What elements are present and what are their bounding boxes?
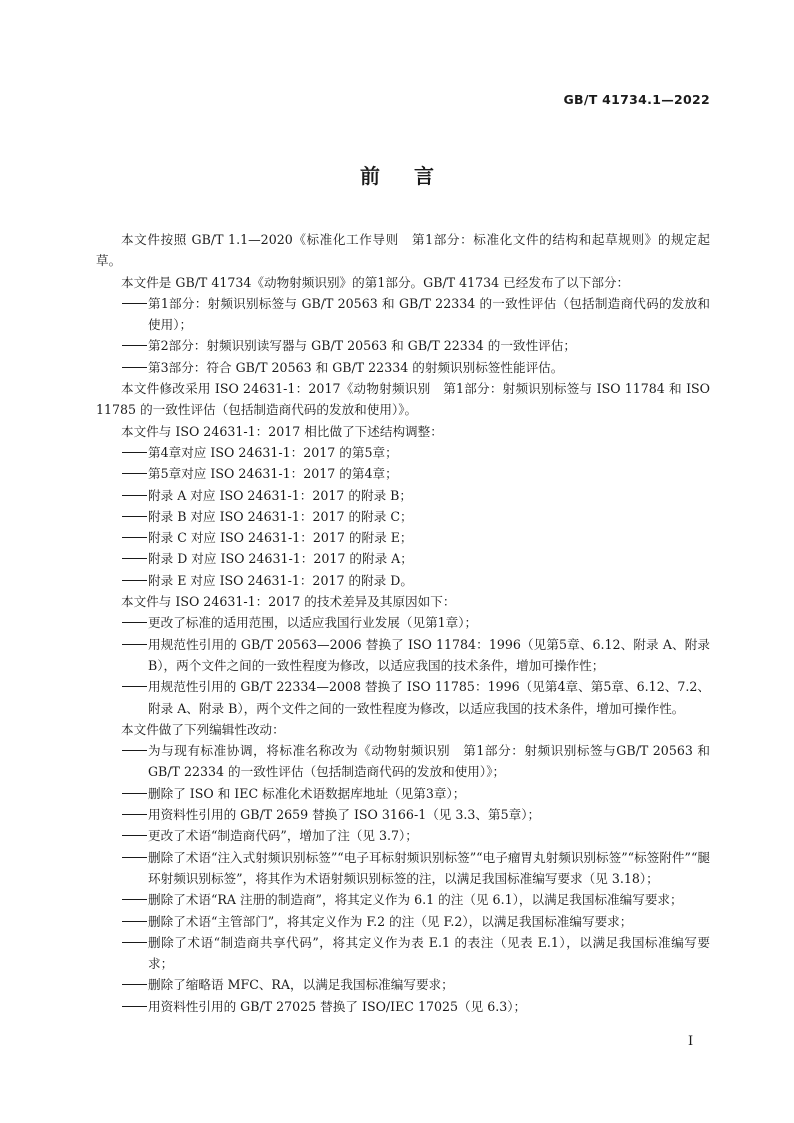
list-item	[96, 293, 710, 336]
paragraph: 本文件与 ISO 24631-1：2017 相比做了下述结构调整：	[121, 423, 443, 439]
list-item-text: 用资料性引用的 GB/T 27025 替换了 ISO/IEC 17025（见 6.3）；	[148, 998, 527, 1014]
list-item	[96, 485, 710, 506]
list-item	[96, 442, 710, 463]
em-dash-marker	[122, 1006, 147, 1007]
em-dash-marker	[122, 580, 147, 581]
list-item-text: 第1部分：射频识别标签与 GB/T 20563 和 GB/T 22334 的一致性评估（包括制造商代码的发放和使用）；	[148, 295, 710, 333]
em-dash-marker	[122, 516, 147, 517]
list-item	[96, 825, 710, 846]
em-dash-marker	[122, 303, 147, 304]
list-item	[96, 357, 710, 378]
em-dash-marker	[122, 473, 147, 474]
em-dash-marker	[122, 558, 147, 559]
list-item-text: 删除了术语“注入式射频识别标签”“电子耳标射频识别标签”“电子瘤胃丸射频识别标签”“标签附件”“腿环射频识别标签”，将其作为术语射频识别标签的注，以满足我国标准编写要求（见 3.18）；	[148, 849, 710, 886]
list-item-text: 用规范性引用的 GB/T 22334—2008 替换了 ISO 11785：1996（见第4章、第5章、6.12、7.2、附录 A、附录 B），两个文件之间的一致性程度为修改，以适应我国的技术条件，增加可操作性。	[148, 679, 710, 716]
em-dash-marker	[122, 644, 147, 645]
em-dash-marker	[122, 835, 147, 836]
em-dash-marker	[122, 537, 147, 538]
list-item	[96, 463, 710, 484]
paragraph: 本文件修改采用 ISO 24631-1：2017《动物射频识别 第1部分：射频识别标签与 ISO 11784 和 ISO 11785 的一致性评估（包括制造商代码的发放和使用）》。	[96, 381, 710, 418]
list-item-text: 删除了缩略语 MFC、RA，以满足我国标准编写要求；	[148, 977, 454, 993]
list-item	[96, 634, 710, 677]
list-item	[96, 932, 710, 975]
list-item-text: 第3部分：符合 GB/T 20563 和 GB/T 22334 的射频识别标签性能评估。	[148, 359, 564, 375]
list-item-text: 第2部分：射频识别读写器与 GB/T 20563 和 GB/T 22334 的一致性评估；	[148, 338, 576, 354]
list-item	[96, 804, 710, 825]
list-item	[96, 506, 710, 527]
list-item	[96, 612, 710, 633]
list-item-text: 附录 B 对应 ISO 24631-1：2017 的附录 C；	[148, 508, 413, 524]
list-item	[96, 889, 710, 910]
paragraph: 本文件与 ISO 24631-1：2017 的技术差异及其原因如下：	[121, 594, 456, 610]
em-dash-marker	[122, 750, 147, 751]
em-dash-marker	[122, 814, 147, 815]
em-dash-marker	[122, 367, 147, 368]
em-dash-marker	[122, 622, 147, 623]
list-item-text: 用规范性引用的 GB/T 20563—2006 替换了 ISO 11784：1996（见第5章、6.12、附录 A、附录 B），两个文件之间的一致性程度为修改，以适应我国的技术条件，增加可操作性；	[148, 636, 710, 673]
em-dash-marker	[122, 921, 147, 922]
list-item	[96, 335, 710, 356]
list-item-text: 第5章对应 ISO 24631-1：2017 的第4章；	[148, 466, 398, 482]
paragraph: 本文件做了下列编辑性改动：	[121, 721, 285, 737]
list-item-text: 附录 E 对应 ISO 24631-1：2017 的附录 D。	[148, 572, 413, 588]
list-item	[96, 676, 710, 719]
em-dash-marker	[122, 495, 147, 496]
em-dash-marker	[122, 452, 147, 453]
list-item-text: 更改了标准的适用范围，以适应我国行业发展（见第1章）；	[148, 615, 478, 631]
list-item-text: 附录 D 对应 ISO 24631-1：2017 的附录 A；	[148, 551, 413, 567]
list-item-text: 删除了术语“主管部门”，将其定义作为 F.2 的注（见 F.2），以满足我国标准编写要求；	[148, 913, 633, 929]
document-body	[96, 229, 710, 1017]
list-item	[96, 570, 710, 591]
page-title: 前言	[360, 164, 468, 188]
list-item	[96, 740, 710, 783]
list-item	[96, 783, 710, 804]
em-dash-marker	[122, 686, 147, 687]
paragraph: 本文件是 GB/T 41734《动物射频识别》的第1部分。GB/T 41734 已经发布了以下部分：	[121, 274, 630, 290]
list-item	[96, 974, 710, 995]
list-item	[96, 911, 710, 932]
em-dash-marker	[122, 345, 147, 346]
list-item-text: 删除了术语“制造商共享代码”，将其定义作为表 E.1 的表注（见表 E.1），以满足我国标准编写要求；	[148, 934, 710, 972]
list-item-text: 更改了术语“制造商代码”，增加了注（见 3.7）；	[148, 828, 418, 844]
list-item-text: 删除了 ISO 和 IEC 标准化术语数据库地址（见第3章）；	[148, 785, 466, 801]
em-dash-marker	[122, 899, 147, 900]
em-dash-marker	[122, 942, 147, 943]
list-item	[96, 548, 710, 569]
list-item	[96, 527, 710, 548]
paragraph: 本文件按照 GB/T 1.1—2020《标准化工作导则 第1部分：标准化文件的结构和起草规则》的规定起草。	[96, 232, 710, 269]
list-item-text: 用资料性引用的 GB/T 2659 替换了 ISO 3166-1（见 3.3、第5章）；	[148, 807, 541, 823]
page-number: I	[688, 1034, 694, 1049]
em-dash-marker	[122, 793, 147, 794]
em-dash-marker	[122, 984, 147, 985]
standard-code: GB/T 41734.1—2022	[563, 92, 710, 107]
list-item	[96, 996, 710, 1017]
em-dash-marker	[122, 857, 147, 858]
list-item	[96, 847, 710, 890]
list-item-text: 第4章对应 ISO 24631-1：2017 的第5章；	[148, 444, 398, 460]
list-item-text: 附录 A 对应 ISO 24631-1：2017 的附录 B；	[148, 487, 413, 503]
list-item-text: 删除了术语“RA 注册的制造商”，将其定义作为 6.1 的注（见 6.1），以满足我国标准编写要求；	[148, 892, 683, 908]
list-item-text: 附录 C 对应 ISO 24631-1：2017 的附录 E；	[148, 530, 413, 546]
list-item-text: 为与现有标准协调，将标准名称改为《动物射频识别 第1部分：射频识别标签与GB/T 20563 和 GB/T 22334 的一致性评估（包括制造商代码的发放和使用）》；	[148, 743, 710, 780]
